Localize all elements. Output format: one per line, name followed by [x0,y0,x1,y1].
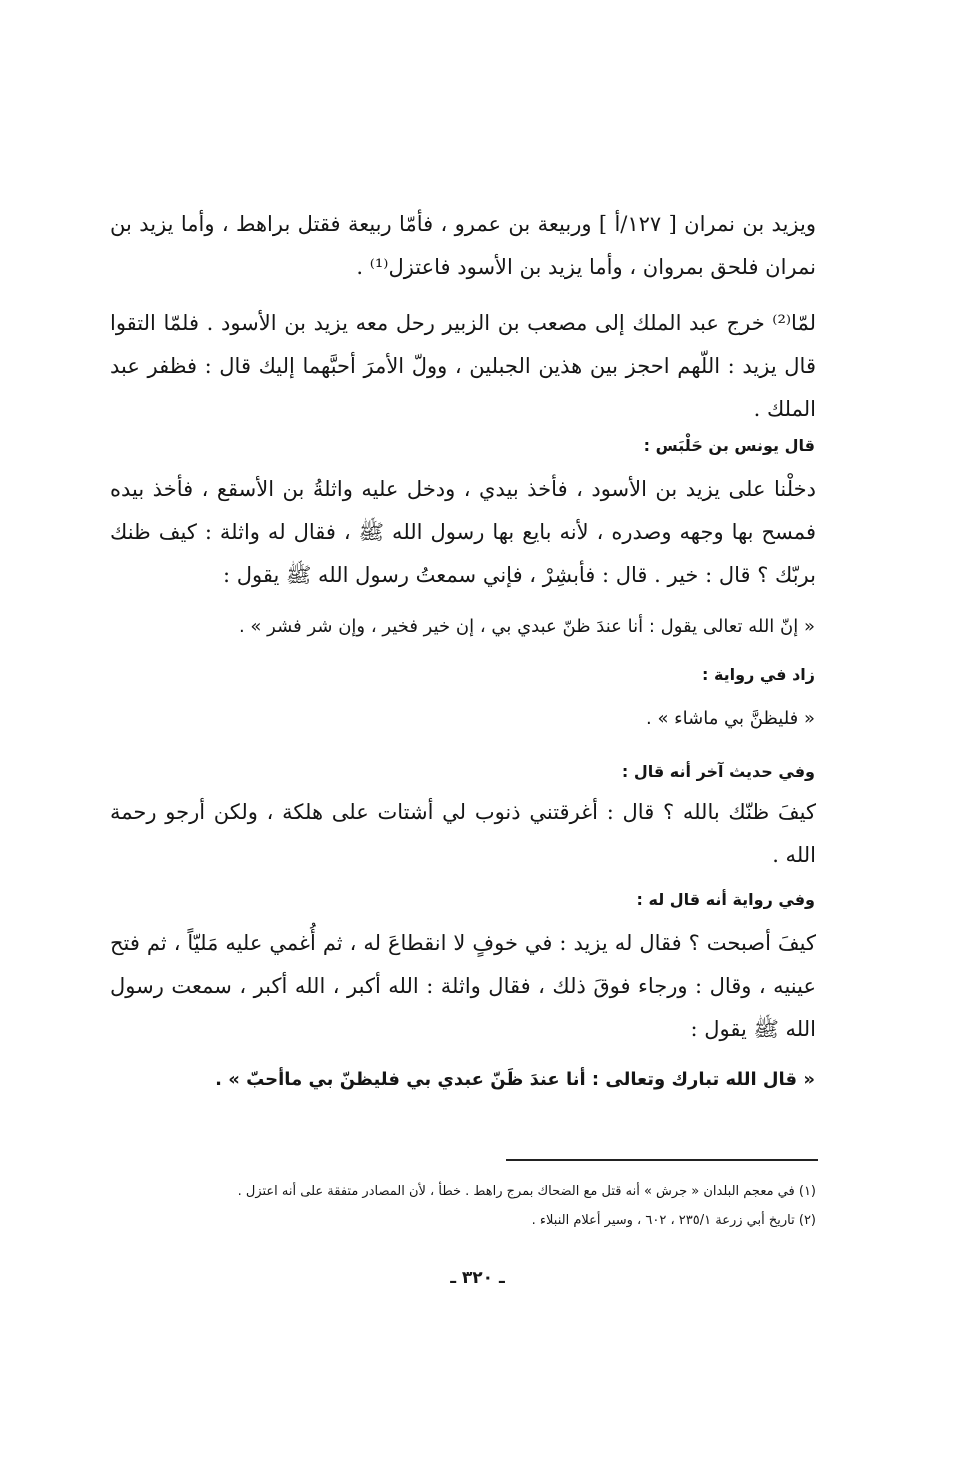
quote-hadith-qudsi-1: « إنّ الله تعالى يقول : أنا عندَ ظنّ عبدي بي ، إن خير فخير ، وإن شر فشر » . [238,616,815,637]
paragraph-another-hadith: كيفَ ظنّك بالله ؟ قال : أغرقتني ذنوب لي أشتات على هلكة ، ولكن أرجو رحمة الله . [110,800,816,867]
footnote-2: (٢) تاريخ أبي زرعة ٢٣٥/١ ، ٦٠٢ ، وسير أعلام النبلاء . [531,1213,816,1228]
paragraph-wathila-visit: دخلْنا على يزيد بن الأسود ، فأخذ بيدي ، ودخل عليه واثلةُ بن الأسقع ، فأخذ بيده فمسح بها وجهه وصدره ، لأنه بايع بها رسول الله ﷺ ، فقال له واثلة : كيف ظنك بربّك ؟ قال : خير . قال : فأبشِرْ ، فإني سمعتُ رسول الله ﷺ يقول : [110,477,816,587]
footnote-1: (١) في معجم البلدان « جرش » أنه قتل مع الضحاك بمرج راهط . خطأ ، لأن المصادر متفقة على أنه اعتزل . [237,1184,816,1199]
page-number: ـ ٣٢٠ ـ [450,1268,505,1288]
heading-riwaya-addition: زاد في رواية : [701,665,815,684]
heading-yunus-bin-halbas: قال يونس بن حَلْبَس : [643,436,815,455]
footnotes [110,1177,816,1235]
heading-another-riwaya: وفي رواية أنه قال له : [636,890,815,909]
paragraph-abd-al-malik: لمّا⁽²⁾ خرج عبد الملك إلى مصعب بن الزبير رحل معه يزيد بن الأسود . فلمّا التقوا قال يزيد : اللّهم احجز بين هذين الجبلين ، وولّ الأمرَ أحبَّهما إليك قال : فظفر عبد الملك . [110,311,816,421]
heading-another-hadith: وفي حديث آخر أنه قال : [621,762,815,781]
quote-hadith-qudsi-2: « قال الله تبارك وتعالى : أنا عندَ ظَنّ عبدي بي فليظنّ بي ماأحبّ » . [215,1069,815,1090]
paragraph-another-riwaya: كيفَ أصبحت ؟ فقال له يزيد : في خوفٍ لا انقطاعَ له ، ثم أُغمي عليه مَليّاً ، ثم فتح عينيه ، وقال : ورجاء فوقَ ذلك ، فقال واثلة : الله أكبر ، الله أكبر ، سمعت رسول الله ﷺ يقول : [110,931,816,1041]
quote-hadith-addition: « فليظنَّ بي ماشاء » . [646,708,815,729]
paragraph-yazid-bin-numran: ويزيد بن نمران [ ١٢٧/أ ] وربيعة بن عمرو ، فأمّا ربيعة فقتل براهط ، وأما يزيد بن نمران فلحق بمروان ، وأما يزيد بن الأسود فاعتزل⁽¹⁾ . [110,212,816,279]
footnote-divider [506,1159,818,1161]
